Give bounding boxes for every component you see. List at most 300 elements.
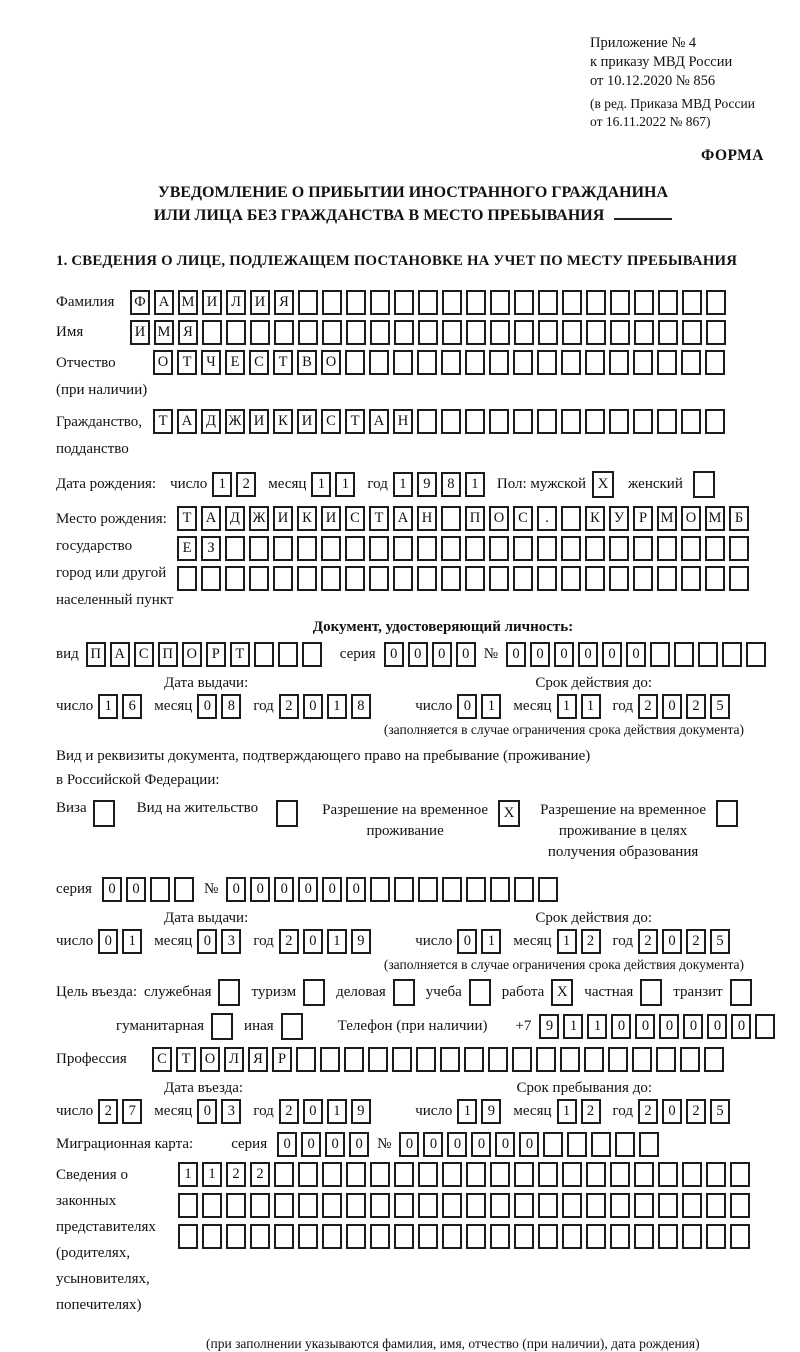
form-cell[interactable] — [418, 320, 438, 345]
form-cell[interactable]: 1 — [465, 472, 485, 497]
form-cell[interactable]: 1 — [335, 472, 355, 497]
form-cell[interactable]: Т — [369, 506, 389, 531]
form-cell[interactable] — [537, 350, 557, 375]
form-cell[interactable]: Л — [224, 1047, 244, 1072]
form-cell[interactable] — [322, 1162, 342, 1187]
form-cell[interactable]: 1 — [327, 929, 347, 954]
form-cell[interactable] — [657, 566, 677, 591]
form-cell[interactable]: 0 — [197, 929, 217, 954]
form-cell[interactable]: 1 — [122, 929, 142, 954]
form-cell[interactable]: Б — [729, 506, 749, 531]
form-cell[interactable]: 7 — [122, 1099, 142, 1124]
form-cell[interactable]: 2 — [279, 1099, 299, 1124]
form-cell[interactable] — [488, 1047, 508, 1072]
form-cell[interactable]: Я — [178, 320, 198, 345]
form-cell[interactable]: 1 — [587, 1014, 607, 1039]
form-cell[interactable] — [705, 536, 725, 561]
form-cell[interactable] — [729, 536, 749, 561]
form-cell[interactable] — [538, 1193, 558, 1218]
form-cell[interactable] — [489, 350, 509, 375]
form-cell[interactable]: 0 — [626, 642, 646, 667]
form-cell[interactable] — [322, 1224, 342, 1249]
form-cell[interactable] — [561, 536, 581, 561]
form-cell[interactable] — [369, 536, 389, 561]
form-cell[interactable] — [562, 290, 582, 315]
form-cell[interactable] — [178, 1193, 198, 1218]
form-cell[interactable] — [698, 642, 718, 667]
form-cell[interactable]: 3 — [221, 929, 241, 954]
form-cell[interactable]: 2 — [581, 1099, 601, 1124]
form-cell[interactable] — [615, 1132, 635, 1157]
form-cell[interactable]: 2 — [638, 694, 658, 719]
form-cell[interactable] — [608, 1047, 628, 1072]
form-cell[interactable]: 0 — [197, 1099, 217, 1124]
form-cell[interactable] — [704, 1047, 724, 1072]
form-cell[interactable]: 0 — [662, 929, 682, 954]
form-cell[interactable] — [466, 320, 486, 345]
form-cell[interactable] — [633, 409, 653, 434]
form-cell[interactable] — [394, 1162, 414, 1187]
form-cell[interactable] — [537, 566, 557, 591]
form-cell[interactable]: 5 — [710, 1099, 730, 1124]
form-cell[interactable] — [249, 566, 269, 591]
form-cell[interactable] — [489, 409, 509, 434]
form-cell[interactable] — [274, 1162, 294, 1187]
form-cell[interactable] — [560, 1047, 580, 1072]
form-cell[interactable]: Ф — [130, 290, 150, 315]
form-cell[interactable]: П — [86, 642, 106, 667]
form-cell[interactable] — [464, 1047, 484, 1072]
form-cell[interactable]: 9 — [351, 929, 371, 954]
form-cell[interactable]: О — [489, 506, 509, 531]
form-cell[interactable] — [417, 350, 437, 375]
form-cell[interactable] — [465, 536, 485, 561]
form-cell[interactable] — [682, 290, 702, 315]
form-cell[interactable] — [657, 350, 677, 375]
form-cell[interactable] — [610, 1193, 630, 1218]
form-cell[interactable] — [706, 1162, 726, 1187]
form-cell[interactable]: 8 — [351, 694, 371, 719]
form-cell[interactable]: 0 — [611, 1014, 631, 1039]
form-cell[interactable]: 0 — [506, 642, 526, 667]
form-cell[interactable] — [322, 320, 342, 345]
form-cell[interactable]: 0 — [432, 642, 452, 667]
form-cell[interactable] — [561, 506, 581, 531]
form-cell[interactable]: 0 — [662, 1099, 682, 1124]
form-cell[interactable] — [562, 1224, 582, 1249]
form-cell[interactable] — [345, 536, 365, 561]
form-cell[interactable]: 2 — [279, 694, 299, 719]
form-cell[interactable] — [226, 1193, 246, 1218]
form-cell[interactable] — [418, 1224, 438, 1249]
form-cell[interactable] — [658, 1193, 678, 1218]
form-cell[interactable]: М — [657, 506, 677, 531]
form-cell[interactable] — [562, 320, 582, 345]
form-cell[interactable]: И — [273, 506, 293, 531]
form-cell[interactable] — [490, 1162, 510, 1187]
form-cell[interactable] — [538, 1162, 558, 1187]
form-cell[interactable] — [250, 1193, 270, 1218]
form-cell[interactable]: 0 — [602, 642, 622, 667]
form-cell[interactable]: 1 — [212, 472, 232, 497]
form-cell[interactable] — [633, 566, 653, 591]
purpose-checkbox-rabota[interactable]: X — [551, 979, 573, 1006]
form-cell[interactable]: 0 — [303, 1099, 323, 1124]
form-cell[interactable]: А — [201, 506, 221, 531]
form-cell[interactable] — [609, 536, 629, 561]
form-cell[interactable]: 9 — [417, 472, 437, 497]
form-cell[interactable]: 0 — [554, 642, 574, 667]
form-cell[interactable]: 0 — [659, 1014, 679, 1039]
form-cell[interactable]: 0 — [457, 694, 477, 719]
form-cell[interactable]: 2 — [686, 694, 706, 719]
form-cell[interactable] — [394, 320, 414, 345]
form-cell[interactable] — [369, 350, 389, 375]
form-cell[interactable]: 8 — [221, 694, 241, 719]
form-cell[interactable] — [513, 566, 533, 591]
form-cell[interactable] — [755, 1014, 775, 1039]
form-cell[interactable]: Ч — [201, 350, 221, 375]
form-cell[interactable]: 2 — [279, 929, 299, 954]
form-cell[interactable]: А — [110, 642, 130, 667]
form-cell[interactable] — [657, 409, 677, 434]
form-cell[interactable]: 0 — [298, 877, 318, 902]
form-cell[interactable]: 0 — [126, 877, 146, 902]
form-cell[interactable] — [274, 1224, 294, 1249]
form-cell[interactable]: 2 — [98, 1099, 118, 1124]
form-cell[interactable]: П — [158, 642, 178, 667]
form-cell[interactable] — [730, 1162, 750, 1187]
form-cell[interactable]: А — [177, 409, 197, 434]
form-cell[interactable]: К — [273, 409, 293, 434]
form-cell[interactable]: Т — [273, 350, 293, 375]
form-cell[interactable] — [706, 1193, 726, 1218]
form-cell[interactable] — [442, 1193, 462, 1218]
form-cell[interactable]: 0 — [226, 877, 246, 902]
form-cell[interactable] — [538, 1224, 558, 1249]
form-cell[interactable] — [490, 1224, 510, 1249]
male-checkbox[interactable]: X — [592, 471, 614, 498]
form-cell[interactable] — [538, 877, 558, 902]
form-cell[interactable] — [634, 320, 654, 345]
form-cell[interactable]: 0 — [274, 877, 294, 902]
form-cell[interactable] — [442, 1162, 462, 1187]
form-cell[interactable] — [320, 1047, 340, 1072]
form-cell[interactable]: О — [681, 506, 701, 531]
form-cell[interactable]: 2 — [581, 929, 601, 954]
form-cell[interactable] — [249, 536, 269, 561]
form-cell[interactable] — [466, 1193, 486, 1218]
form-cell[interactable] — [394, 290, 414, 315]
form-cell[interactable] — [610, 290, 630, 315]
form-cell[interactable] — [345, 566, 365, 591]
form-cell[interactable] — [418, 1162, 438, 1187]
form-cell[interactable] — [537, 409, 557, 434]
form-cell[interactable]: 0 — [408, 642, 428, 667]
form-cell[interactable] — [562, 1193, 582, 1218]
form-cell[interactable]: О — [182, 642, 202, 667]
form-cell[interactable]: 0 — [635, 1014, 655, 1039]
form-cell[interactable] — [278, 642, 298, 667]
form-cell[interactable]: 1 — [202, 1162, 222, 1187]
form-cell[interactable]: Р — [272, 1047, 292, 1072]
form-cell[interactable] — [490, 290, 510, 315]
form-cell[interactable] — [225, 536, 245, 561]
form-cell[interactable] — [298, 320, 318, 345]
form-cell[interactable] — [441, 350, 461, 375]
form-cell[interactable] — [681, 350, 701, 375]
form-cell[interactable]: 3 — [221, 1099, 241, 1124]
form-cell[interactable]: 0 — [457, 929, 477, 954]
form-cell[interactable] — [465, 409, 485, 434]
form-cell[interactable] — [174, 877, 194, 902]
form-cell[interactable] — [417, 409, 437, 434]
form-cell[interactable]: 0 — [519, 1132, 539, 1157]
form-cell[interactable]: С — [152, 1047, 172, 1072]
form-cell[interactable]: 0 — [303, 929, 323, 954]
form-cell[interactable] — [585, 566, 605, 591]
form-cell[interactable]: 2 — [686, 1099, 706, 1124]
form-cell[interactable]: 0 — [423, 1132, 443, 1157]
form-cell[interactable] — [567, 1132, 587, 1157]
form-cell[interactable]: 1 — [178, 1162, 198, 1187]
form-cell[interactable] — [633, 536, 653, 561]
form-cell[interactable] — [441, 506, 461, 531]
form-cell[interactable]: 0 — [98, 929, 118, 954]
form-cell[interactable]: 0 — [495, 1132, 515, 1157]
form-cell[interactable]: С — [249, 350, 269, 375]
form-cell[interactable] — [610, 1162, 630, 1187]
form-cell[interactable] — [610, 1224, 630, 1249]
form-cell[interactable] — [370, 290, 390, 315]
form-cell[interactable] — [562, 1162, 582, 1187]
form-cell[interactable] — [346, 1193, 366, 1218]
form-cell[interactable]: 1 — [557, 929, 577, 954]
form-cell[interactable]: 0 — [250, 877, 270, 902]
form-cell[interactable]: У — [609, 506, 629, 531]
form-cell[interactable] — [441, 409, 461, 434]
form-cell[interactable] — [730, 1193, 750, 1218]
form-cell[interactable] — [538, 290, 558, 315]
form-cell[interactable] — [370, 1162, 390, 1187]
form-cell[interactable]: Н — [393, 409, 413, 434]
form-cell[interactable]: З — [201, 536, 221, 561]
form-cell[interactable] — [658, 1162, 678, 1187]
form-cell[interactable] — [274, 1193, 294, 1218]
form-cell[interactable] — [609, 350, 629, 375]
form-cell[interactable] — [369, 566, 389, 591]
form-cell[interactable] — [273, 566, 293, 591]
form-cell[interactable] — [298, 1162, 318, 1187]
form-cell[interactable]: И — [250, 290, 270, 315]
form-cell[interactable]: Ж — [225, 409, 245, 434]
form-cell[interactable]: 0 — [683, 1014, 703, 1039]
form-cell[interactable] — [394, 877, 414, 902]
form-cell[interactable] — [254, 642, 274, 667]
form-cell[interactable] — [298, 290, 318, 315]
form-cell[interactable]: 1 — [311, 472, 331, 497]
form-cell[interactable] — [586, 290, 606, 315]
form-cell[interactable]: Т — [176, 1047, 196, 1072]
form-cell[interactable] — [586, 320, 606, 345]
form-cell[interactable] — [370, 320, 390, 345]
form-cell[interactable] — [658, 320, 678, 345]
form-cell[interactable] — [393, 566, 413, 591]
form-cell[interactable] — [634, 1224, 654, 1249]
form-cell[interactable]: Ж — [249, 506, 269, 531]
form-cell[interactable] — [681, 409, 701, 434]
form-cell[interactable]: 1 — [327, 694, 347, 719]
form-cell[interactable]: Р — [633, 506, 653, 531]
form-cell[interactable]: 0 — [662, 694, 682, 719]
form-cell[interactable]: 1 — [557, 1099, 577, 1124]
form-cell[interactable] — [513, 350, 533, 375]
form-cell[interactable]: 1 — [581, 694, 601, 719]
form-cell[interactable] — [682, 1224, 702, 1249]
form-cell[interactable] — [543, 1132, 563, 1157]
form-cell[interactable] — [202, 1193, 222, 1218]
form-cell[interactable] — [746, 642, 766, 667]
form-cell[interactable] — [250, 320, 270, 345]
form-cell[interactable] — [346, 320, 366, 345]
form-cell[interactable] — [514, 320, 534, 345]
form-cell[interactable] — [705, 566, 725, 591]
purpose-checkbox-turizm[interactable] — [303, 979, 325, 1006]
form-cell[interactable] — [729, 566, 749, 591]
form-cell[interactable]: 5 — [710, 929, 730, 954]
form-cell[interactable]: 0 — [530, 642, 550, 667]
purpose-checkbox-delovaya[interactable] — [393, 979, 415, 1006]
form-cell[interactable] — [512, 1047, 532, 1072]
form-cell[interactable] — [466, 1162, 486, 1187]
form-cell[interactable] — [393, 536, 413, 561]
form-cell[interactable]: . — [537, 506, 557, 531]
form-cell[interactable] — [202, 1224, 222, 1249]
form-cell[interactable]: 2 — [236, 472, 256, 497]
form-cell[interactable] — [490, 877, 510, 902]
form-cell[interactable] — [586, 1193, 606, 1218]
temp-residence-checkbox[interactable]: X — [498, 800, 520, 827]
form-cell[interactable]: 0 — [399, 1132, 419, 1157]
form-cell[interactable]: 0 — [197, 694, 217, 719]
form-cell[interactable]: 0 — [447, 1132, 467, 1157]
form-cell[interactable]: 0 — [277, 1132, 297, 1157]
form-cell[interactable] — [298, 1193, 318, 1218]
form-cell[interactable] — [586, 1162, 606, 1187]
form-cell[interactable] — [658, 290, 678, 315]
form-cell[interactable] — [417, 536, 437, 561]
form-cell[interactable] — [586, 1224, 606, 1249]
form-cell[interactable]: Т — [177, 506, 197, 531]
form-cell[interactable] — [201, 566, 221, 591]
form-cell[interactable]: 2 — [638, 929, 658, 954]
form-cell[interactable]: 2 — [686, 929, 706, 954]
form-cell[interactable] — [514, 1193, 534, 1218]
form-cell[interactable] — [226, 1224, 246, 1249]
form-cell[interactable] — [681, 536, 701, 561]
female-checkbox[interactable] — [693, 471, 715, 498]
form-cell[interactable] — [489, 566, 509, 591]
form-cell[interactable] — [370, 1224, 390, 1249]
form-cell[interactable]: А — [154, 290, 174, 315]
form-cell[interactable] — [442, 1224, 462, 1249]
form-cell[interactable] — [632, 1047, 652, 1072]
form-cell[interactable] — [490, 320, 510, 345]
form-cell[interactable]: И — [297, 409, 317, 434]
form-cell[interactable] — [561, 350, 581, 375]
form-cell[interactable] — [346, 1224, 366, 1249]
form-cell[interactable]: О — [153, 350, 173, 375]
form-cell[interactable] — [722, 642, 742, 667]
form-cell[interactable]: 1 — [563, 1014, 583, 1039]
form-cell[interactable] — [682, 1162, 702, 1187]
form-cell[interactable]: Е — [177, 536, 197, 561]
purpose-checkbox-tranzit[interactable] — [730, 979, 752, 1006]
form-cell[interactable]: Я — [248, 1047, 268, 1072]
form-cell[interactable] — [442, 290, 462, 315]
form-cell[interactable]: И — [249, 409, 269, 434]
form-cell[interactable]: М — [154, 320, 174, 345]
form-cell[interactable]: 1 — [481, 929, 501, 954]
form-cell[interactable] — [633, 350, 653, 375]
form-cell[interactable] — [394, 1224, 414, 1249]
form-cell[interactable] — [514, 1224, 534, 1249]
form-cell[interactable]: П — [465, 506, 485, 531]
form-cell[interactable] — [634, 290, 654, 315]
form-cell[interactable] — [682, 1193, 702, 1218]
form-cell[interactable]: 0 — [471, 1132, 491, 1157]
form-cell[interactable] — [489, 536, 509, 561]
form-cell[interactable] — [466, 290, 486, 315]
form-cell[interactable] — [514, 290, 534, 315]
form-cell[interactable] — [392, 1047, 412, 1072]
form-cell[interactable] — [274, 320, 294, 345]
form-cell[interactable] — [442, 877, 462, 902]
form-cell[interactable] — [440, 1047, 460, 1072]
form-cell[interactable]: 8 — [441, 472, 461, 497]
form-cell[interactable] — [466, 1224, 486, 1249]
form-cell[interactable]: С — [134, 642, 154, 667]
form-cell[interactable] — [513, 409, 533, 434]
form-cell[interactable]: Я — [274, 290, 294, 315]
form-cell[interactable]: 1 — [327, 1099, 347, 1124]
form-cell[interactable] — [706, 290, 726, 315]
form-cell[interactable]: 1 — [481, 694, 501, 719]
form-cell[interactable] — [441, 566, 461, 591]
form-cell[interactable] — [514, 877, 534, 902]
form-cell[interactable]: К — [585, 506, 605, 531]
form-cell[interactable]: С — [345, 506, 365, 531]
form-cell[interactable] — [705, 409, 725, 434]
form-cell[interactable]: 0 — [707, 1014, 727, 1039]
form-cell[interactable] — [394, 1193, 414, 1218]
form-cell[interactable] — [585, 536, 605, 561]
form-cell[interactable] — [302, 642, 322, 667]
form-cell[interactable]: 0 — [301, 1132, 321, 1157]
form-cell[interactable]: И — [321, 506, 341, 531]
form-cell[interactable]: О — [200, 1047, 220, 1072]
form-cell[interactable]: Н — [417, 506, 437, 531]
form-cell[interactable] — [441, 536, 461, 561]
form-cell[interactable]: 0 — [303, 694, 323, 719]
form-cell[interactable]: О — [321, 350, 341, 375]
form-cell[interactable]: Т — [230, 642, 250, 667]
form-cell[interactable] — [225, 566, 245, 591]
form-cell[interactable]: 0 — [456, 642, 476, 667]
form-cell[interactable] — [609, 566, 629, 591]
temp-residence-edu-checkbox[interactable] — [716, 800, 738, 827]
form-cell[interactable]: 0 — [102, 877, 122, 902]
